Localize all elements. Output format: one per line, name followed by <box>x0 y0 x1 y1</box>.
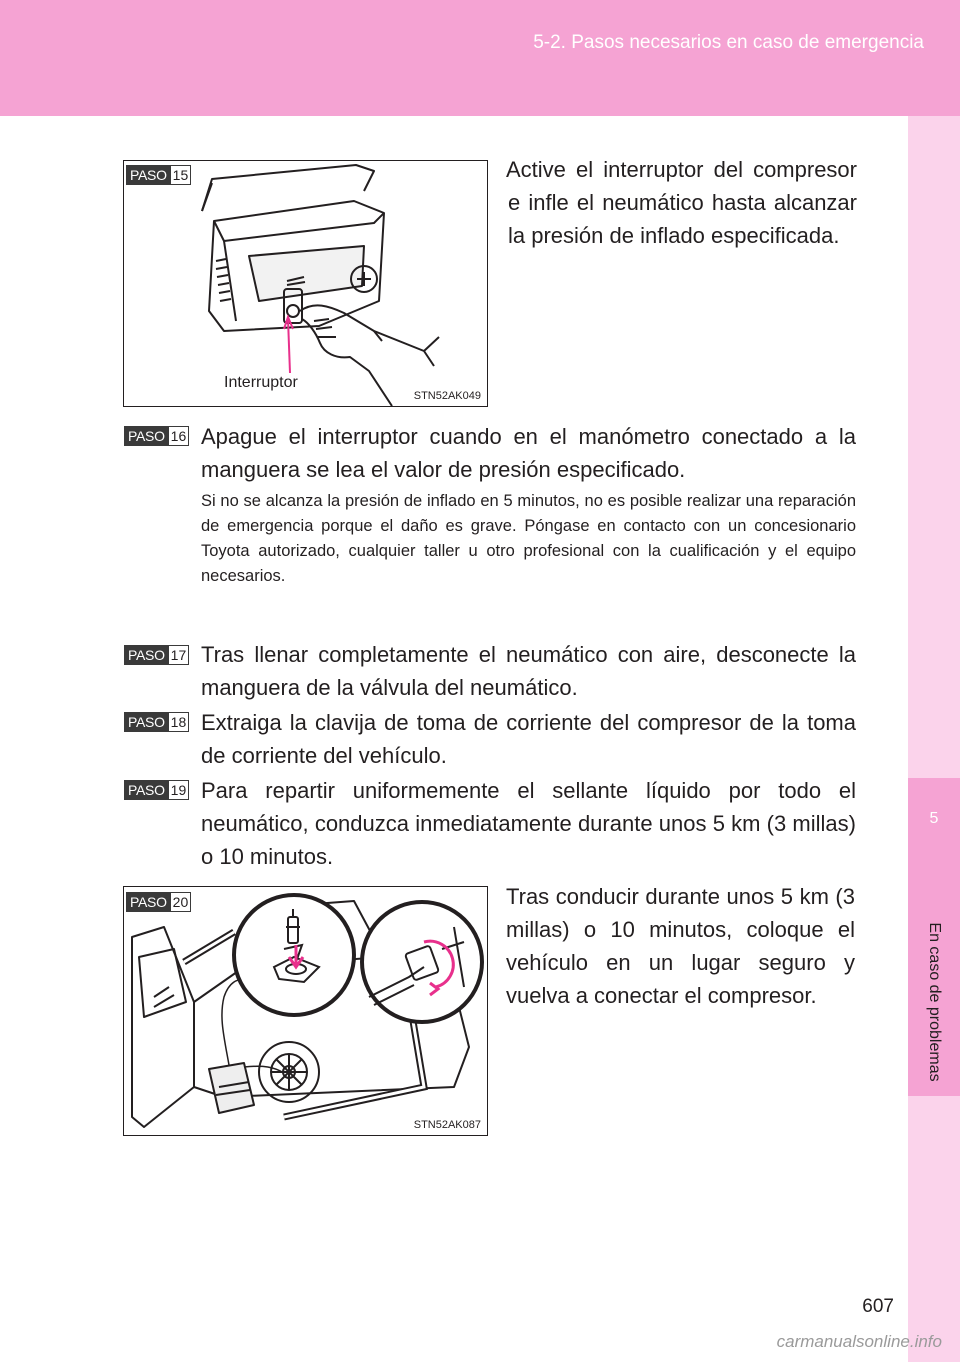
figure-compressor-switch <box>123 160 488 407</box>
side-tab <box>908 116 960 1362</box>
section-title: 5-2. Pasos necesarios en caso de emergencia <box>533 32 924 53</box>
badge-word: PASO <box>124 645 168 665</box>
badge-number: 17 <box>168 645 190 665</box>
step-17-text: Tras llenar completamente el neumático con aire, desconecte la manguera de la válvula del neumático. <box>201 642 856 700</box>
car-compressor-illustration <box>124 887 487 1135</box>
chapter-number: 5 <box>929 810 939 827</box>
badge-number: 20 <box>170 892 192 912</box>
badge-word: PASO <box>126 892 170 912</box>
badge-word: PASO <box>124 712 168 732</box>
step-badge-18 <box>124 712 189 732</box>
step-badge-19 <box>124 780 189 800</box>
step-16-note: Si no se alcanza la presión de inflado en 5 minutos, no es posible realizar una reparación de emergencia porque el daño es grave. Póngase en contacto con un concesionario Toyota autorizado, cualquier taller u otro profesional con la cualificación y el equipo necesarios. <box>201 492 856 585</box>
figure-reconnect-compressor <box>123 886 488 1136</box>
step-16-text: Apague el interruptor cuando en el manómetro conectado a la manguera se lea el valor de presión especificado. <box>201 424 856 482</box>
compressor-illustration <box>124 161 487 406</box>
badge-number: 16 <box>168 426 190 446</box>
watermark: carmanualsonline.info <box>776 1332 942 1351</box>
badge-word: PASO <box>126 165 170 185</box>
step-20-text: Tras conducir durante unos 5 km (3 millas) o 10 minutos, coloque el vehículo en un lugar seguro y vuelva a conectar el compresor. <box>506 884 855 1008</box>
step-18-text: Extraiga la clavija de toma de corriente del compresor de la toma de corriente del vehículo. <box>201 710 856 768</box>
header-band <box>0 0 960 116</box>
figure-code: STN52AK087 <box>413 1119 481 1131</box>
badge-number: 15 <box>170 165 192 185</box>
badge-word: PASO <box>124 426 168 446</box>
figure-code: STN52AK049 <box>413 390 481 402</box>
badge-number: 18 <box>168 712 190 732</box>
step-19-text: Para repartir uniformemente el sellante líquido por todo el neumático, conduzca inmediatamente durante unos 5 km (3 millas) o 10 minutos. <box>201 778 856 869</box>
step-badge-16 <box>124 426 189 446</box>
page-number: 607 <box>862 1296 894 1317</box>
badge-number: 19 <box>168 780 190 800</box>
step-badge-17 <box>124 645 189 665</box>
step-15-text: Active el interruptor del compresor e infle el neumático hasta alcanzar la presión de inflado especificada. <box>506 157 857 248</box>
badge-word: PASO <box>124 780 168 800</box>
callout-label: Interruptor <box>224 374 298 391</box>
chapter-label: En caso de problemas <box>926 922 943 1082</box>
